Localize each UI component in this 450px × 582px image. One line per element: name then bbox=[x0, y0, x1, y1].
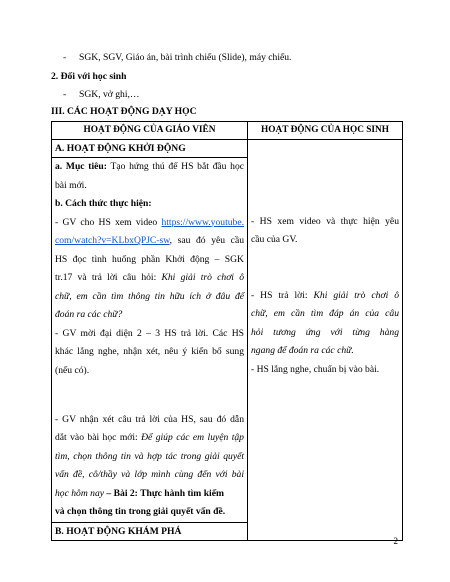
student-line: chữ, em cần tìm đáp án của câu bbox=[251, 308, 399, 319]
teacher-line: dắt vào bài học mới: Để giúp các em luyện tập bbox=[55, 432, 244, 443]
teacher-line: tr.17 và trả lời câu hỏi: Khi giải trò chơi ô bbox=[55, 272, 244, 283]
teacher-line: - GV mời đại diện 2 – 3 HS trả lời. Các HS bbox=[55, 327, 244, 339]
video-link-part2[interactable]: com/watch?v=KLbxQPJC-sw bbox=[55, 235, 170, 246]
teacher-line: đoán ra các chữ? bbox=[55, 309, 123, 320]
teacher-video-line-2: com/watch?v=KLbxQPJC-sw, sau đó yêu cầu bbox=[55, 235, 244, 246]
student-line: - HS xem video và thực hiện yêu bbox=[251, 215, 399, 227]
video-link-part1[interactable]: https://www.youtube. bbox=[161, 216, 244, 228]
method-label: b. Cách thức thực hiện: bbox=[55, 198, 152, 209]
teacher-video-line: - GV cho HS xem video https://www.youtube. bbox=[55, 216, 244, 228]
teacher-line: vấn đề, cô/thầy và lớp mình cùng đến với bài bbox=[55, 469, 244, 480]
student-line: - HS lắng nghe, chuẩn bị vào bài. bbox=[251, 363, 380, 375]
student-line: cầu của GV. bbox=[251, 234, 298, 245]
page-number: 2 bbox=[393, 536, 398, 546]
student-materials-text: SGK, vở ghi,… bbox=[79, 89, 140, 100]
teacher-line: - GV nhận xét câu trả lời của HS, sau đó dẫn bbox=[55, 413, 244, 425]
activities-table bbox=[51, 121, 403, 541]
heading-activities: III. CÁC HOẠT ĐỘNG DẠY HỌC bbox=[51, 106, 197, 117]
goal-line-2: bài mới. bbox=[55, 179, 87, 191]
teacher-line: (nếu có). bbox=[55, 364, 90, 376]
goal-line: a. Mục tiêu: Tạo hứng thú để HS bắt đầu học bbox=[55, 161, 244, 172]
heading-students: 2. Đối với học sinh bbox=[51, 71, 127, 82]
header-teacher: HOẠT ĐỘNG CỦA GIÁO VIÊN bbox=[52, 122, 248, 140]
header-student: HOẠT ĐỘNG CỦA HỌC SINH bbox=[248, 122, 403, 140]
section-b-title: B. HOẠT ĐỘNG KHÁM PHÁ bbox=[52, 522, 248, 540]
teacher-line: khác lắng nghe, nhận xét, nêu ý kiến bổ sung bbox=[55, 346, 244, 357]
student-line: ngang để đoán ra các chữ. bbox=[251, 345, 354, 356]
teacher-cell bbox=[52, 140, 248, 523]
bullet-line-student-materials: - SGK, vở ghi,… bbox=[63, 89, 140, 100]
section-a-title: A. HOẠT ĐỘNG KHỞI ĐỘNG bbox=[52, 140, 247, 158]
materials-text: SGK, SGV, Giáo án, bài trình chiếu (Slide), máy chiếu. bbox=[79, 52, 292, 63]
student-cell bbox=[248, 140, 403, 541]
student-line: hỏi tương ứng với từng hàng bbox=[251, 326, 399, 338]
teacher-line: học hôm nay – Bài 2: Thực hành tìm kiếm bbox=[55, 487, 224, 499]
teacher-line: tìm, chọn thông tin và hợp tác trong giải quyết bbox=[55, 450, 244, 462]
student-line: - HS trả lời: Khi giải trò chơi ô bbox=[251, 289, 399, 301]
teacher-line: chữ, em cần tìm thông tin hữu ích ở đâu để bbox=[55, 290, 244, 302]
bullet-line-materials: - SGK, SGV, Giáo án, bài trình chiếu (Slide), máy chiếu. bbox=[63, 52, 292, 63]
teacher-line: HS đọc tình huống phần Khởi động – SGK bbox=[55, 253, 244, 265]
lesson-title-line: và chọn thông tin trong giải quyết vấn đề. bbox=[55, 506, 226, 517]
